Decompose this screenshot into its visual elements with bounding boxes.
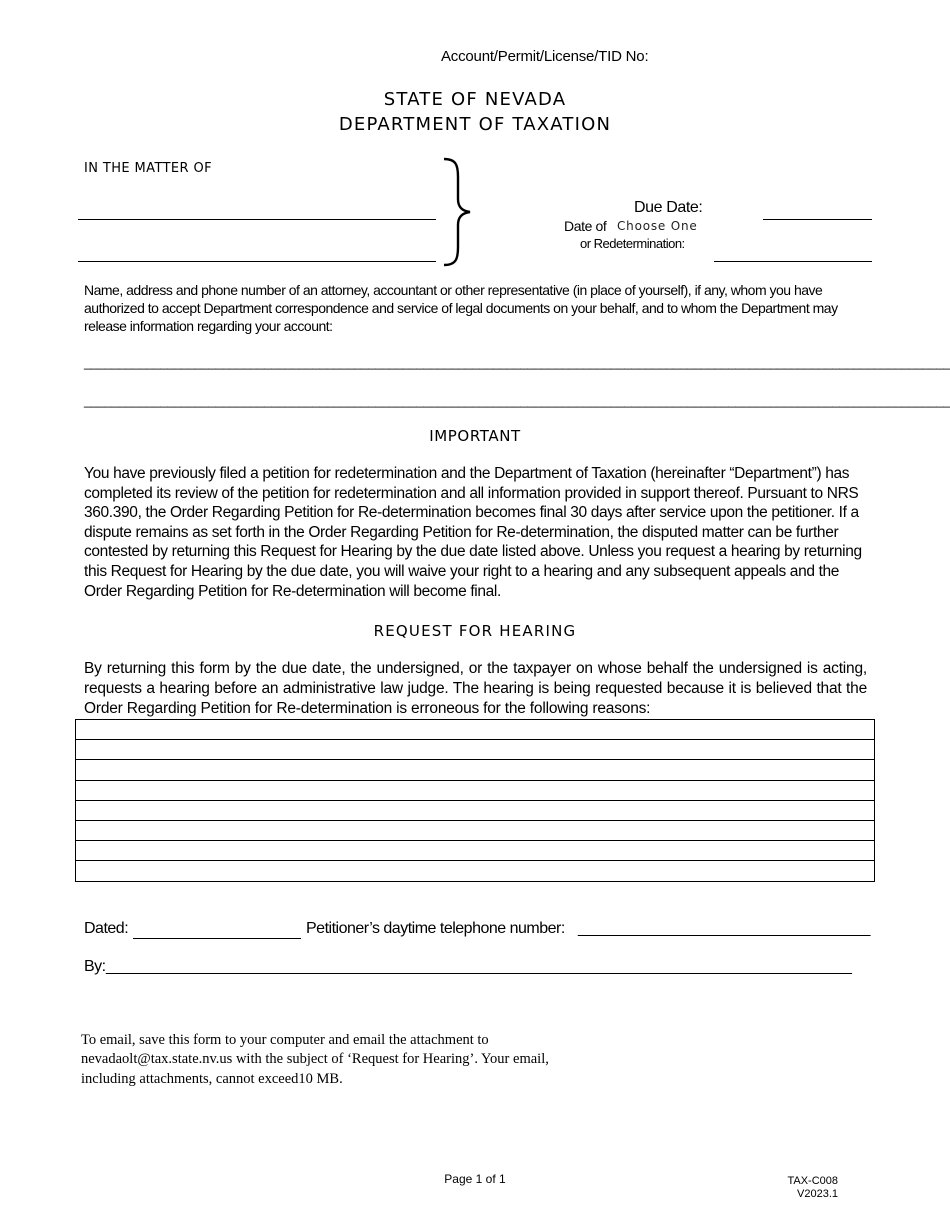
matter-name-line-1[interactable]: [78, 219, 436, 220]
account-number-label: Account/Permit/License/TID No:: [441, 48, 649, 65]
table-row: [76, 861, 875, 881]
reason-input-1[interactable]: [76, 720, 874, 738]
reason-input-5[interactable]: [76, 801, 874, 819]
redetermination-label: or Redetermination:: [580, 236, 685, 251]
reason-input-2[interactable]: [76, 741, 874, 759]
representative-instructions: Name, address and phone number of an attorney, accountant or other representative (in place of yourself), if any, whom you have authorized to accept Department correspondence and service of legal documents on your behalf, and to whom the Department may release information regarding your account:: [84, 282, 838, 334]
request-heading: REQUEST FOR HEARING: [373, 622, 577, 640]
table-row: [76, 780, 875, 800]
table-row: [76, 800, 875, 820]
reasons-table: [75, 719, 875, 882]
phone-label: Petitioner’s daytime telephone number:: [306, 920, 565, 937]
reason-input-7[interactable]: [76, 841, 874, 859]
table-row: [76, 740, 875, 760]
matter-name-line-2[interactable]: [78, 261, 436, 262]
department-title: DEPARTMENT OF TAXATION: [338, 114, 612, 135]
state-title: STATE OF NEVADA: [383, 89, 567, 110]
page-number: Page 1 of 1: [444, 1172, 506, 1186]
phone-field[interactable]: ____________________________________: [578, 920, 870, 937]
table-row: [76, 820, 875, 840]
date-type-dropdown[interactable]: Choose One: [617, 219, 698, 233]
dated-label: Dated:: [84, 920, 129, 937]
date-of-label: Date of: [564, 218, 607, 234]
dated-field[interactable]: [133, 938, 301, 939]
table-row: [76, 720, 875, 740]
due-date-label: Due Date:: [634, 199, 703, 216]
table-row: [76, 760, 875, 780]
by-label: By:: [84, 958, 106, 975]
representative-field-2[interactable]: _____________________________________________________________________________________________________________________________: [84, 393, 950, 408]
important-paragraph: You have previously filed a petition for redetermination and the Department of Taxation (hereinafter “Department”) has completed its review of the petition for redetermination and all information provided in support thereof. Pursuant to NRS 360.390, the Order Regarding Petition for Re-determination becomes final 30 days after service upon the petitioner. If a dispute remains as set forth in the Order Regarding Petition for Re-determination, the disputed matter can be further contested by returning this Request for Hearing by the due date listed above. Unless you request a hearing by returning this Request for Hearing by the due date, you will waive your right to a hearing and any subsequent appeals and the Order Regarding Petition for Re-determination will become final.: [84, 465, 862, 600]
matter-label: IN THE MATTER OF: [84, 161, 212, 176]
form-version: V2023.1: [797, 1188, 838, 1200]
due-date-field[interactable]: [763, 219, 872, 220]
brace-icon: [440, 157, 474, 267]
redetermination-date-field[interactable]: [714, 261, 872, 262]
table-row: [76, 841, 875, 861]
representative-field-1[interactable]: _____________________________________________________________________________________________________________________________: [84, 355, 950, 370]
email-instructions: To email, save this form to your computer and email the attachment to nevadaolt@tax.state.nv.us with the subject of ‘Request for Hearing’. Your email, including attachments, cannot exceed10 MB.: [81, 1032, 549, 1087]
form-code-block: [780, 1175, 838, 1201]
reason-input-4[interactable]: [76, 781, 874, 799]
reason-input-6[interactable]: [76, 821, 874, 839]
reason-input-8[interactable]: [76, 862, 874, 880]
form-code: TAX-C008: [787, 1175, 838, 1187]
request-paragraph: By returning this form by the due date, the undersigned, or the taxpayer on whose behalf the undersigned is acting, requests a hearing before an administrative law judge. The hearing is being requested because it is believed that the Order Regarding Petition for Re-determination is erroneous for the following reasons:: [84, 660, 867, 717]
important-heading: IMPORTANT: [429, 427, 521, 445]
by-signature-field[interactable]: ____________________________________________________________________________________________: [106, 958, 852, 975]
reason-input-3[interactable]: [76, 761, 874, 779]
